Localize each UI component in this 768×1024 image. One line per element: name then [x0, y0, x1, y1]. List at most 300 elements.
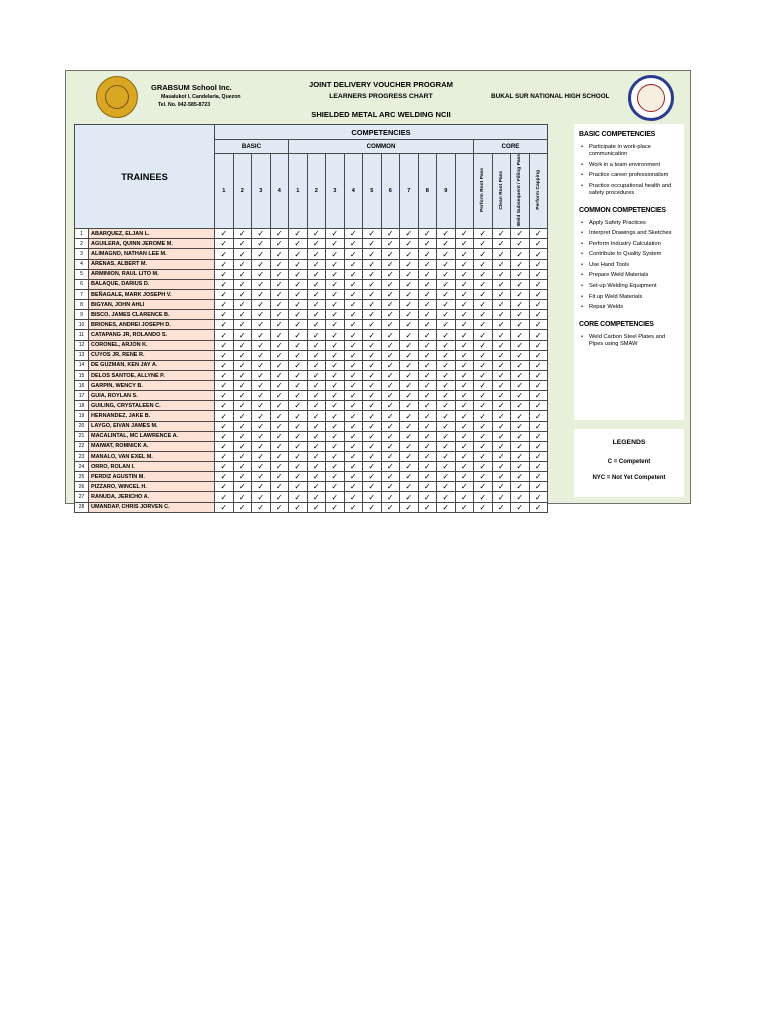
core-col-header-label: Weld Subsequent / Filling Pass [517, 154, 523, 227]
table-row [75, 320, 548, 330]
table-row [75, 300, 548, 310]
check-mark-cell: ✓ [344, 502, 363, 512]
check-mark-cell: ✓ [326, 451, 345, 461]
check-mark-cell: ✓ [400, 441, 419, 451]
check-mark-cell: ✓ [455, 502, 474, 512]
check-mark-cell: ✓ [270, 502, 289, 512]
check-mark-cell: ✓ [270, 391, 289, 401]
check-mark-cell: ✓ [289, 482, 308, 492]
check-mark-cell: ✓ [307, 462, 326, 472]
check-mark-cell: ✓ [233, 482, 252, 492]
check-mark-cell: ✓ [363, 381, 382, 391]
check-mark-cell: ✓ [289, 249, 308, 259]
check-mark-cell: ✓ [344, 482, 363, 492]
check-mark-cell: ✓ [418, 229, 437, 239]
check-mark-cell: ✓ [437, 269, 456, 279]
check-mark-cell: ✓ [381, 239, 400, 249]
table-row [75, 330, 548, 340]
check-mark-cell: ✓ [418, 340, 437, 350]
check-mark-cell: ✓ [363, 269, 382, 279]
check-mark-cell: ✓ [252, 370, 271, 380]
table-row [75, 401, 548, 411]
check-mark-cell: ✓ [326, 300, 345, 310]
check-mark-cell: ✓ [511, 239, 530, 249]
check-mark-cell: ✓ [344, 472, 363, 482]
check-mark-cell: ✓ [344, 340, 363, 350]
check-mark-cell: ✓ [418, 462, 437, 472]
check-mark-cell: ✓ [437, 310, 456, 320]
trainee-name: BRIONES, ANDREI JOSEPH D. [89, 320, 215, 330]
check-mark-cell: ✓ [233, 289, 252, 299]
check-mark-cell: ✓ [529, 381, 548, 391]
table-row [75, 502, 548, 512]
common-col-header: 4 [344, 154, 363, 229]
check-mark-cell: ✓ [326, 249, 345, 259]
check-mark-cell: ✓ [363, 411, 382, 421]
check-mark-cell: ✓ [215, 239, 234, 249]
table-row [75, 451, 548, 461]
check-mark-cell: ✓ [381, 320, 400, 330]
check-mark-cell: ✓ [418, 391, 437, 401]
check-mark-cell: ✓ [326, 431, 345, 441]
check-mark-cell: ✓ [529, 269, 548, 279]
check-mark-cell: ✓ [363, 370, 382, 380]
table-row [75, 370, 548, 380]
check-mark-cell: ✓ [363, 391, 382, 401]
check-mark-cell: ✓ [455, 249, 474, 259]
trainee-name: MACALINTAL, MC LAWRENCE A. [89, 431, 215, 441]
check-mark-cell: ✓ [363, 431, 382, 441]
check-mark-cell: ✓ [400, 279, 419, 289]
check-mark-cell: ✓ [400, 239, 419, 249]
check-mark-cell: ✓ [363, 300, 382, 310]
check-mark-cell: ✓ [344, 350, 363, 360]
check-mark-cell: ✓ [511, 320, 530, 330]
core-col-header-label: Clean Root Pass [498, 170, 504, 210]
check-mark-cell: ✓ [381, 381, 400, 391]
check-mark-cell: ✓ [363, 451, 382, 461]
check-mark-cell: ✓ [418, 300, 437, 310]
check-mark-cell: ✓ [363, 310, 382, 320]
check-mark-cell: ✓ [474, 360, 493, 370]
check-mark-cell: ✓ [307, 482, 326, 492]
check-mark-cell: ✓ [418, 259, 437, 269]
check-mark-cell: ✓ [511, 340, 530, 350]
check-mark-cell: ✓ [511, 300, 530, 310]
table-row [75, 289, 548, 299]
check-mark-cell: ✓ [344, 300, 363, 310]
check-mark-cell: ✓ [492, 431, 511, 441]
check-mark-cell: ✓ [529, 340, 548, 350]
check-mark-cell: ✓ [270, 441, 289, 451]
check-mark-cell: ✓ [289, 360, 308, 370]
check-mark-cell: ✓ [511, 502, 530, 512]
check-mark-cell: ✓ [289, 431, 308, 441]
check-mark-cell: ✓ [529, 300, 548, 310]
check-mark-cell: ✓ [455, 310, 474, 320]
check-mark-cell: ✓ [474, 421, 493, 431]
row-number: 18 [75, 401, 89, 411]
check-mark-cell: ✓ [437, 472, 456, 482]
competency-item: • Perform Industry Calculation [589, 241, 679, 248]
common-competencies-title: COMMON COMPETENCIES [579, 206, 666, 214]
table-row [75, 482, 548, 492]
check-mark-cell: ✓ [270, 279, 289, 289]
check-mark-cell: ✓ [326, 330, 345, 340]
check-mark-cell: ✓ [511, 310, 530, 320]
check-mark-cell: ✓ [344, 492, 363, 502]
check-mark-cell: ✓ [252, 330, 271, 340]
check-mark-cell: ✓ [326, 289, 345, 299]
check-mark-cell: ✓ [215, 502, 234, 512]
check-mark-cell: ✓ [492, 259, 511, 269]
check-mark-cell: ✓ [233, 229, 252, 239]
check-mark-cell: ✓ [437, 300, 456, 310]
check-mark-cell: ✓ [363, 259, 382, 269]
trainee-name: PERDIZ AGUSTIN M. [89, 472, 215, 482]
check-mark-cell: ✓ [215, 310, 234, 320]
grabsum-logo [96, 76, 138, 118]
check-mark-cell: ✓ [511, 279, 530, 289]
check-mark-cell: ✓ [437, 289, 456, 299]
check-mark-cell: ✓ [215, 320, 234, 330]
table-row [75, 381, 548, 391]
check-mark-cell: ✓ [344, 441, 363, 451]
check-mark-cell: ✓ [474, 441, 493, 451]
check-mark-cell: ✓ [326, 269, 345, 279]
check-mark-cell: ✓ [455, 370, 474, 380]
check-mark-cell: ✓ [418, 249, 437, 259]
check-mark-cell: ✓ [215, 472, 234, 482]
check-mark-cell: ✓ [418, 401, 437, 411]
trainee-name: ALIMAGNO, NATHAN LEE M. [89, 249, 215, 259]
check-mark-cell: ✓ [418, 320, 437, 330]
check-mark-cell: ✓ [344, 259, 363, 269]
check-mark-cell: ✓ [437, 360, 456, 370]
check-mark-cell: ✓ [289, 279, 308, 289]
check-mark-cell: ✓ [381, 259, 400, 269]
check-mark-cell: ✓ [474, 492, 493, 502]
check-mark-cell: ✓ [307, 451, 326, 461]
trainee-name: HERNANDEZ, JAKE B. [89, 411, 215, 421]
check-mark-cell: ✓ [289, 381, 308, 391]
check-mark-cell: ✓ [492, 472, 511, 482]
check-mark-cell: ✓ [474, 472, 493, 482]
row-number: 12 [75, 340, 89, 350]
check-mark-cell: ✓ [529, 239, 548, 249]
check-mark-cell: ✓ [381, 310, 400, 320]
check-mark-cell: ✓ [529, 370, 548, 380]
check-mark-cell: ✓ [326, 411, 345, 421]
check-mark-cell: ✓ [492, 340, 511, 350]
check-mark-cell: ✓ [492, 229, 511, 239]
trainee-name: CATAPANG JR, ROLANDO S. [89, 330, 215, 340]
trainee-name: DELOS SANTOE, ALLYNE P. [89, 370, 215, 380]
legends-panel [574, 429, 684, 497]
check-mark-cell: ✓ [215, 350, 234, 360]
check-mark-cell: ✓ [233, 441, 252, 451]
core-col-header-label: Perform Root Pass [480, 168, 486, 213]
check-mark-cell: ✓ [326, 421, 345, 431]
check-mark-cell: ✓ [437, 411, 456, 421]
core-col-header-label: Perform Capping [535, 170, 541, 210]
check-mark-cell: ✓ [381, 421, 400, 431]
check-mark-cell: ✓ [400, 401, 419, 411]
check-mark-cell: ✓ [474, 229, 493, 239]
check-mark-cell: ✓ [381, 279, 400, 289]
check-mark-cell: ✓ [307, 289, 326, 299]
check-mark-cell: ✓ [270, 229, 289, 239]
check-mark-cell: ✓ [252, 300, 271, 310]
competencies-legend-panel [574, 124, 684, 420]
check-mark-cell: ✓ [381, 269, 400, 279]
row-number: 26 [75, 482, 89, 492]
check-mark-cell: ✓ [418, 502, 437, 512]
trainee-name: BEÑAGALE, MARK JOSEPH V. [89, 289, 215, 299]
check-mark-cell: ✓ [400, 320, 419, 330]
check-mark-cell: ✓ [511, 370, 530, 380]
check-mark-cell: ✓ [233, 421, 252, 431]
check-mark-cell: ✓ [381, 289, 400, 299]
check-mark-cell: ✓ [215, 300, 234, 310]
check-mark-cell: ✓ [529, 360, 548, 370]
check-mark-cell: ✓ [270, 259, 289, 269]
check-mark-cell: ✓ [307, 279, 326, 289]
check-mark-cell: ✓ [381, 401, 400, 411]
basic-col-header: 4 [270, 154, 289, 229]
check-mark-cell: ✓ [400, 472, 419, 482]
check-mark-cell: ✓ [233, 370, 252, 380]
check-mark-cell: ✓ [529, 320, 548, 330]
check-mark-cell: ✓ [455, 330, 474, 340]
school-name: GRABSUM School Inc. [151, 83, 232, 92]
common-competencies-list [579, 220, 679, 312]
school-telephone: Tel. No. 042-585-8723 [158, 102, 211, 108]
check-mark-cell: ✓ [233, 431, 252, 441]
common-col-header: 8 [418, 154, 437, 229]
check-mark-cell: ✓ [455, 472, 474, 482]
check-mark-cell: ✓ [307, 360, 326, 370]
row-number: 5 [75, 269, 89, 279]
check-mark-cell: ✓ [400, 340, 419, 350]
check-mark-cell: ✓ [233, 401, 252, 411]
check-mark-cell: ✓ [455, 269, 474, 279]
check-mark-cell: ✓ [381, 360, 400, 370]
check-mark-cell: ✓ [400, 431, 419, 441]
competency-item: • Contribute to Quality System [589, 251, 679, 258]
table-row [75, 492, 548, 502]
competency-item: • Interpret Drawings and Sketches [589, 230, 679, 237]
check-mark-cell: ✓ [511, 472, 530, 482]
trainee-name: GARPIN, WENCY B. [89, 381, 215, 391]
check-mark-cell: ✓ [233, 360, 252, 370]
check-mark-cell: ✓ [455, 320, 474, 330]
check-mark-cell: ✓ [400, 269, 419, 279]
check-mark-cell: ✓ [455, 340, 474, 350]
row-number: 24 [75, 462, 89, 472]
check-mark-cell: ✓ [215, 279, 234, 289]
check-mark-cell: ✓ [474, 350, 493, 360]
check-mark-cell: ✓ [381, 229, 400, 239]
check-mark-cell: ✓ [363, 330, 382, 340]
check-mark-cell: ✓ [270, 381, 289, 391]
check-mark-cell: ✓ [437, 431, 456, 441]
check-mark-cell: ✓ [437, 320, 456, 330]
table-row [75, 421, 548, 431]
check-mark-cell: ✓ [363, 239, 382, 249]
check-mark-cell: ✓ [252, 320, 271, 330]
check-mark-cell: ✓ [307, 472, 326, 482]
table-row [75, 411, 548, 421]
check-mark-cell: ✓ [437, 229, 456, 239]
check-mark-cell: ✓ [252, 462, 271, 472]
check-mark-cell: ✓ [289, 320, 308, 330]
check-mark-cell: ✓ [252, 401, 271, 411]
check-mark-cell: ✓ [455, 421, 474, 431]
check-mark-cell: ✓ [529, 391, 548, 401]
check-mark-cell: ✓ [474, 370, 493, 380]
check-mark-cell: ✓ [215, 259, 234, 269]
check-mark-cell: ✓ [381, 502, 400, 512]
school-address: Masalukot I, Candelaria, Quezon [161, 94, 241, 100]
check-mark-cell: ✓ [400, 451, 419, 461]
check-mark-cell: ✓ [492, 462, 511, 472]
check-mark-cell: ✓ [326, 239, 345, 249]
check-mark-cell: ✓ [252, 472, 271, 482]
check-mark-cell: ✓ [307, 340, 326, 350]
check-mark-cell: ✓ [215, 330, 234, 340]
check-mark-cell: ✓ [418, 279, 437, 289]
check-mark-cell: ✓ [252, 431, 271, 441]
row-number: 20 [75, 421, 89, 431]
legends-title: LEGENDS [612, 439, 646, 446]
check-mark-cell: ✓ [381, 300, 400, 310]
check-mark-cell: ✓ [474, 239, 493, 249]
check-mark-cell: ✓ [437, 330, 456, 340]
check-mark-cell: ✓ [344, 320, 363, 330]
check-mark-cell: ✓ [289, 259, 308, 269]
check-mark-cell: ✓ [307, 239, 326, 249]
row-number: 10 [75, 320, 89, 330]
check-mark-cell: ✓ [233, 330, 252, 340]
check-mark-cell: ✓ [326, 340, 345, 350]
check-mark-cell: ✓ [270, 472, 289, 482]
check-mark-cell: ✓ [252, 482, 271, 492]
row-number: 3 [75, 249, 89, 259]
table-row [75, 350, 548, 360]
check-mark-cell: ✓ [326, 492, 345, 502]
trainee-name: LAYGO, EIVAN JAMES M. [89, 421, 215, 431]
check-mark-cell: ✓ [252, 259, 271, 269]
check-mark-cell: ✓ [474, 401, 493, 411]
table-row [75, 462, 548, 472]
check-mark-cell: ✓ [418, 269, 437, 279]
check-mark-cell: ✓ [474, 249, 493, 259]
check-mark-cell: ✓ [455, 441, 474, 451]
check-mark-cell: ✓ [363, 482, 382, 492]
check-mark-cell: ✓ [418, 492, 437, 502]
check-mark-cell: ✓ [418, 370, 437, 380]
row-number: 7 [75, 289, 89, 299]
check-mark-cell: ✓ [474, 300, 493, 310]
check-mark-cell: ✓ [215, 421, 234, 431]
chart-title: LEARNERS PROGRESS CHART [329, 93, 433, 100]
check-mark-cell: ✓ [233, 320, 252, 330]
check-mark-cell: ✓ [326, 472, 345, 482]
check-mark-cell: ✓ [326, 229, 345, 239]
check-mark-cell: ✓ [381, 431, 400, 441]
row-number: 22 [75, 441, 89, 451]
check-mark-cell: ✓ [233, 340, 252, 350]
check-mark-cell: ✓ [215, 411, 234, 421]
check-mark-cell: ✓ [529, 350, 548, 360]
competency-item: • Use Hand Tools [589, 262, 679, 269]
check-mark-cell: ✓ [270, 360, 289, 370]
check-mark-cell: ✓ [326, 350, 345, 360]
check-mark-cell: ✓ [492, 421, 511, 431]
check-mark-cell: ✓ [418, 421, 437, 431]
check-mark-cell: ✓ [215, 431, 234, 441]
check-mark-cell: ✓ [344, 370, 363, 380]
check-mark-cell: ✓ [233, 472, 252, 482]
check-mark-cell: ✓ [400, 330, 419, 340]
check-mark-cell: ✓ [418, 451, 437, 461]
check-mark-cell: ✓ [307, 492, 326, 502]
trainee-name: UMANDAP, CHRIS JORVEN C. [89, 502, 215, 512]
check-mark-cell: ✓ [307, 269, 326, 279]
check-mark-cell: ✓ [400, 360, 419, 370]
check-mark-cell: ✓ [492, 441, 511, 451]
check-mark-cell: ✓ [270, 411, 289, 421]
check-mark-cell: ✓ [511, 259, 530, 269]
check-mark-cell: ✓ [344, 269, 363, 279]
check-mark-cell: ✓ [529, 502, 548, 512]
check-mark-cell: ✓ [511, 441, 530, 451]
row-number: 23 [75, 451, 89, 461]
check-mark-cell: ✓ [455, 411, 474, 421]
core-group-header: CORE [474, 140, 548, 154]
check-mark-cell: ✓ [252, 269, 271, 279]
common-col-header: 1 [289, 154, 308, 229]
competency-item: • Fit up Weld Materials [589, 294, 679, 301]
row-number: 6 [75, 279, 89, 289]
check-mark-cell: ✓ [511, 350, 530, 360]
check-mark-cell: ✓ [363, 229, 382, 239]
trainee-name: CORONEL, ARJON K. [89, 340, 215, 350]
check-mark-cell: ✓ [474, 310, 493, 320]
check-mark-cell: ✓ [381, 462, 400, 472]
check-mark-cell: ✓ [400, 502, 419, 512]
common-col-header: 5 [363, 154, 382, 229]
check-mark-cell: ✓ [307, 391, 326, 401]
check-mark-cell: ✓ [344, 421, 363, 431]
check-mark-cell: ✓ [381, 340, 400, 350]
common-col-header [455, 154, 474, 229]
check-mark-cell: ✓ [455, 350, 474, 360]
basic-col-header: 3 [252, 154, 271, 229]
check-mark-cell: ✓ [270, 239, 289, 249]
check-mark-cell: ✓ [233, 350, 252, 360]
check-mark-cell: ✓ [307, 229, 326, 239]
check-mark-cell: ✓ [363, 421, 382, 431]
check-mark-cell: ✓ [474, 391, 493, 401]
check-mark-cell: ✓ [492, 289, 511, 299]
check-mark-cell: ✓ [529, 472, 548, 482]
trainee-name: MAIWAT, ROMNICK A. [89, 441, 215, 451]
competency-item: • Set-up Welding Equipment [589, 283, 679, 290]
check-mark-cell: ✓ [492, 360, 511, 370]
check-mark-cell: ✓ [529, 462, 548, 472]
